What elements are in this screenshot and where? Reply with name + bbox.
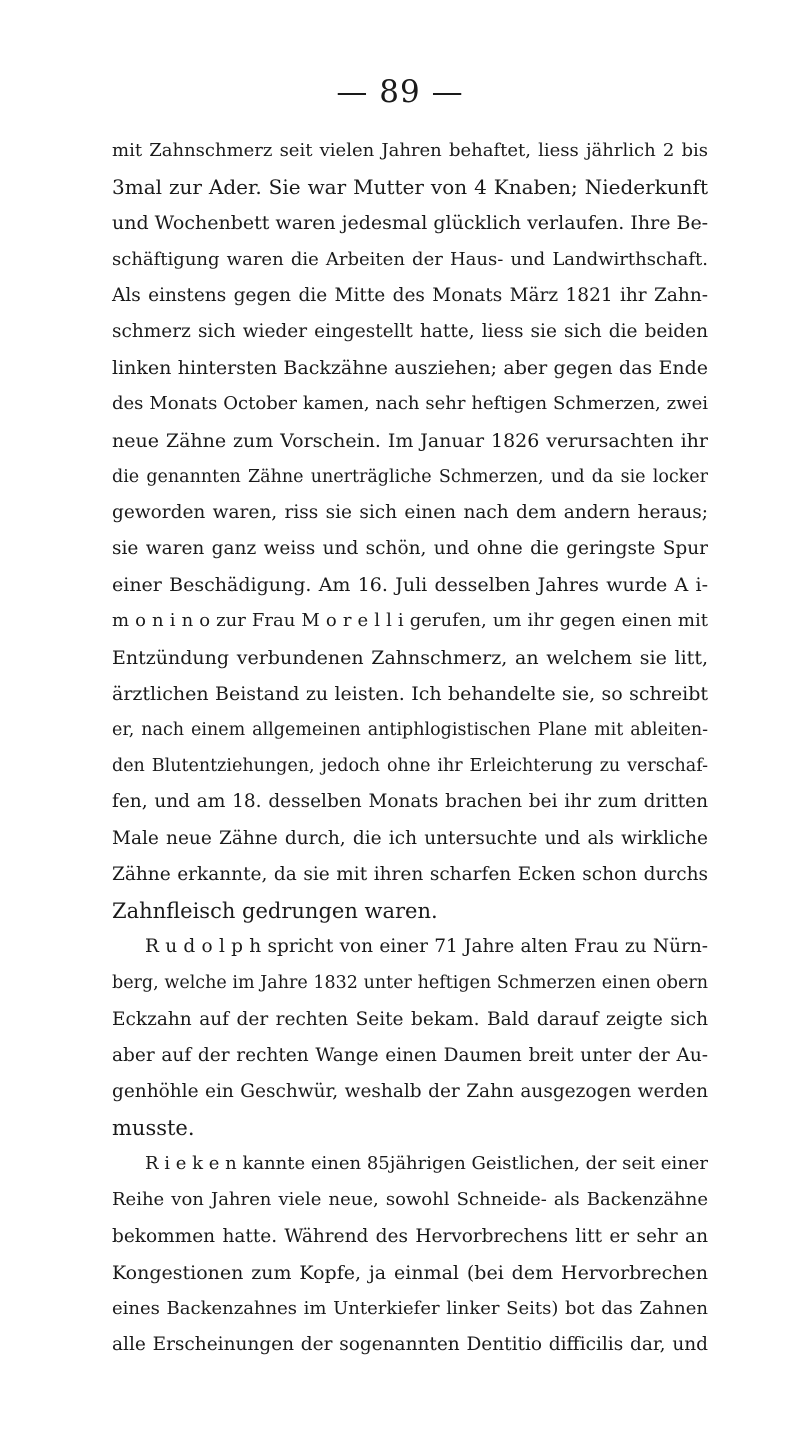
text-line: bekommen hatte. Während des Hervorbrechens litt er sehr an xyxy=(112,1225,708,1247)
text-line: musste. xyxy=(112,1116,195,1141)
text-line: neue Zähne zum Vorschein. Im Januar 1826 verursachten ihr xyxy=(112,429,708,452)
text-line: linken hintersten Backzähne ausziehen; aber gegen das Ende xyxy=(112,357,708,380)
text-line: Zähne erkannte, da sie mit ihren scharfen Ecken schon durchs xyxy=(112,863,708,885)
text-line: die genannten Zähne unerträgliche Schmerzen, und da sie locker xyxy=(112,466,708,487)
text-line: des Monats October kamen, nach sehr heftigen Schmerzen, zwei xyxy=(112,393,708,415)
text-line: eines Backenzahnes im Unterkiefer linker Seits) bot das Zahnen xyxy=(112,1298,708,1319)
text-line: Entzündung verbundenen Zahnschmerz, an welchem sie litt, xyxy=(112,646,708,669)
text-line: und Wochenbett waren jedesmal glücklich verlaufen. Ihre Be- xyxy=(112,212,709,235)
text-line: schmerz sich wieder eingestellt hatte, liess sie sich die beiden xyxy=(112,320,708,342)
page-number: — 89 — xyxy=(336,74,464,110)
text-line: Reihe von Jahren viele neue, sowohl Schneide- als Backenzähne xyxy=(112,1189,708,1211)
text-line: Eckzahn auf der rechten Seite bekam. Bald darauf zeigte sich xyxy=(112,1008,708,1030)
text-line: aber auf der rechten Wange einen Daumen breit unter der Au- xyxy=(112,1044,708,1066)
text-line: m o n i n o zur Frau M o r e l l i gerufen, um ihr gegen einen mit xyxy=(112,610,708,632)
text-line: mit Zahnschmerz seit vielen Jahren behaftet, liess jährlich 2 bis xyxy=(112,140,708,161)
text-line: sie waren ganz weiss und schön, und ohne die geringste Spur xyxy=(112,538,708,560)
text-line: genhöhle ein Geschwür, weshalb der Zahn ausgezogen werden xyxy=(112,1080,708,1102)
text-line: fen, und am 18. desselben Monats brachen bei ihr zum dritten xyxy=(112,791,708,813)
text-line: ärztlichen Beistand zu leisten. Ich behandelte sie, so schreibt xyxy=(112,682,708,705)
text-line: R i e k e n kannte einen 85jährigen Geistlichen, der seit einer xyxy=(145,1153,709,1175)
text-line: berg, welche im Jahre 1832 unter heftigen Schmerzen einen obern xyxy=(112,973,708,994)
text-line: geworden waren, riss sie sich einen nach dem andern heraus; xyxy=(112,501,708,523)
text-line: Male neue Zähne durch, die ich untersuchte und als wirkliche xyxy=(112,827,708,849)
text-line: 3mal zur Ader. Sie war Mutter von 4 Knaben; Niederkunft xyxy=(112,175,708,200)
text-line: alle Erscheinungen der sogenannten Dentitio difficilis dar, und xyxy=(112,1334,708,1356)
text-line: schäftigung waren die Arbeiten der Haus- und Landwirthschaft. xyxy=(112,248,708,270)
text-line: R u d o l p h spricht von einer 71 Jahre alten Frau zu Nürn- xyxy=(145,936,708,958)
body-text xyxy=(112,133,708,1363)
text-line: Kongestionen zum Kopfe, ja einmal (bei dem Hervorbrechen xyxy=(112,1261,708,1284)
text-line: den Blutentziehungen, jedoch ohne ihr Erleichterung zu verschaf- xyxy=(112,756,708,777)
text-line: einer Beschädigung. Am 16. Juli desselben Jahres wurde A i- xyxy=(112,574,708,597)
text-line: er, nach einem allgemeinen antiphlogistischen Plane mit ableiten- xyxy=(112,720,708,740)
text-line: Als einstens gegen die Mitte des Monats März 1821 ihr Zahn- xyxy=(112,284,708,306)
text-line: Zahnfleisch gedrungen waren. xyxy=(112,898,438,923)
